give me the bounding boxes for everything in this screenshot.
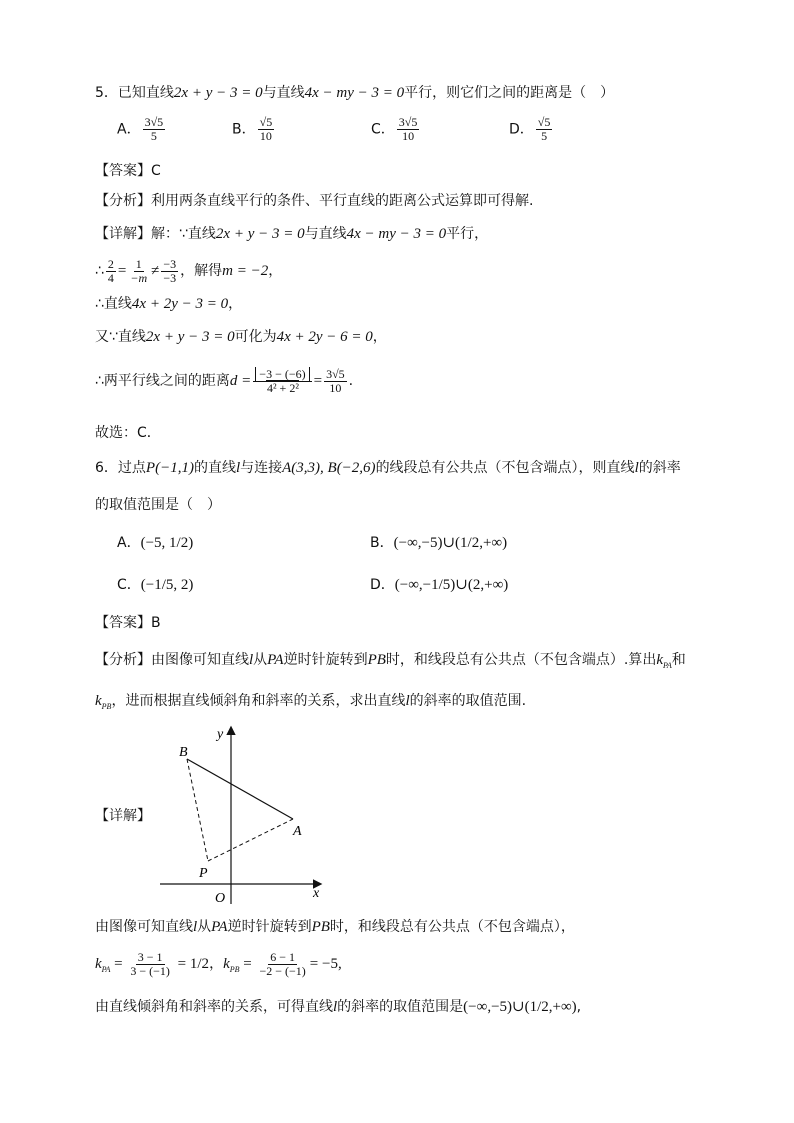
option-label: A． xyxy=(117,121,141,138)
q6-stem-line-1 xyxy=(95,458,681,478)
result: (−∞,−5)∪(1/2,+∞) xyxy=(463,999,577,1015)
segment-ab xyxy=(187,759,293,819)
eq: d = xyxy=(229,373,252,389)
q6-analysis-line-2: $k_{PB}$，进而根据直线倾斜角和斜率的关系，求出直线l的斜率的取值范围. xyxy=(95,693,527,711)
option-num: 3√5 xyxy=(144,115,164,129)
den: 3 − (−1) xyxy=(130,963,170,978)
text: ∴直线 xyxy=(95,296,132,312)
option-den: 5 xyxy=(150,129,157,143)
text: 逆时针旋转到 xyxy=(283,652,368,668)
q6-option-d xyxy=(370,575,508,595)
den: 10 xyxy=(329,380,342,395)
q5-option-b xyxy=(232,116,276,143)
q5-eq2: 4x − my − 3 = 0 xyxy=(304,85,405,101)
q6-option-b xyxy=(370,533,507,553)
option-text: (−5, 1/2) xyxy=(140,535,194,551)
q6-detail-tag xyxy=(95,806,151,826)
text: 由图像可知直线 xyxy=(95,919,193,935)
text: 故选：C． xyxy=(95,425,161,441)
option-label: A． xyxy=(117,535,141,551)
eq: m = −2 xyxy=(222,263,269,279)
q6-stem-line-2 xyxy=(95,495,221,515)
answer-value: C xyxy=(151,163,161,179)
option-num: √5 xyxy=(259,115,273,129)
detail-tag: 【详解】 xyxy=(95,808,151,824)
q6-figure xyxy=(155,722,335,907)
q5-option-a xyxy=(117,116,167,143)
eq: l xyxy=(193,919,198,935)
text: , xyxy=(576,999,582,1015)
option-label: D． xyxy=(509,121,534,138)
eq: l xyxy=(235,460,241,476)
text: 逆时针旋转到 xyxy=(227,919,312,935)
label-x: x xyxy=(313,886,320,901)
text: ， xyxy=(228,296,243,312)
text: ∴两平行线之间的距离 xyxy=(95,373,230,389)
eq: PA xyxy=(267,652,284,668)
q5-detail-line-1 xyxy=(95,224,488,244)
text: 与连接 xyxy=(240,460,283,476)
q5-stem-b: 与直线 xyxy=(262,85,305,101)
text: 平行， xyxy=(446,226,489,242)
num: 3√5 xyxy=(326,366,345,381)
text: 与直线 xyxy=(304,226,347,242)
text: 时，和线段总有公共点（不包含端点）.算出 xyxy=(385,652,657,668)
label-b: B xyxy=(179,745,188,760)
q5-stem xyxy=(95,83,614,103)
option-den: 5 xyxy=(541,129,548,143)
label-p: P xyxy=(199,866,208,881)
option-num: 3√5 xyxy=(398,115,418,129)
text: 解：∵直线 xyxy=(151,226,216,242)
option-label: B． xyxy=(232,121,256,138)
eq: l xyxy=(405,693,410,709)
eq: PB xyxy=(311,919,330,935)
option-label: D． xyxy=(370,577,395,593)
segment-pa xyxy=(208,819,293,861)
q6-option-a xyxy=(117,533,193,553)
text: 和 xyxy=(671,652,686,668)
option-num: √5 xyxy=(537,115,551,129)
text: 由图像可知直线 xyxy=(151,652,249,668)
q6-answer xyxy=(95,613,161,633)
eq: 4x + 2y − 6 = 0 xyxy=(276,329,373,345)
q5-detail-line-5: ∴两平行线之间的距离d = $\frac{-3 - (-6)}{\text{4² + 2²}}$ = $\frac{3√5}{10}$ . xyxy=(95,366,354,395)
num: −3 − (−6) xyxy=(255,367,309,381)
eq: 4x − my − 3 = 0 xyxy=(346,226,447,242)
text: 从 xyxy=(197,919,212,935)
eq: k xyxy=(95,693,102,709)
text: 的取值范围是（ ） xyxy=(95,497,221,513)
den: 4² + 2² xyxy=(266,380,299,395)
answer-tag: 【答案】 xyxy=(95,615,151,631)
text: ， xyxy=(372,329,387,345)
eq: k xyxy=(656,652,664,668)
option-text: (−∞,−1/5)∪(2,+∞) xyxy=(394,577,509,593)
analysis-tag: 【分析】 xyxy=(95,193,151,209)
text: 的斜率 xyxy=(638,460,681,476)
analysis-text: 利用两条直线平行的条件、平行直线的距离公式运算即可得解. xyxy=(151,193,534,209)
q5-eq1: 2x + y − 3 = 0 xyxy=(173,85,263,101)
q5-choose xyxy=(95,423,161,443)
text: 从 xyxy=(253,652,268,668)
text: 又∵直线 xyxy=(95,329,146,345)
option-den: 10 xyxy=(402,129,415,143)
q6-analysis-line-1: 【分析】由图像可知直线l从PA逆时针旋转到PB时，和线段总有公共点（不包含端点）.算出$k_{PA}$和 xyxy=(95,652,686,670)
option-text: (−∞,−5)∪(1/2,+∞) xyxy=(393,535,508,551)
eq: 2x + y − 3 = 0 xyxy=(145,329,235,345)
eq: l xyxy=(634,460,639,476)
q5-stem-a: 5．已知直线 xyxy=(95,85,174,101)
num: 6 − 1 xyxy=(270,949,296,964)
label-y: y xyxy=(217,727,224,742)
num: 3 − 1 xyxy=(137,949,163,964)
text: ∴ xyxy=(95,263,104,279)
q5-answer xyxy=(95,161,161,181)
eq: l xyxy=(249,652,254,668)
eq: l xyxy=(333,999,338,1015)
eq: PA xyxy=(211,919,228,935)
option-label: C． xyxy=(117,577,141,593)
text: ，进而根据直线倾斜角和斜率的关系，求出直线 xyxy=(111,693,406,709)
option-den: 10 xyxy=(259,129,272,143)
den: −2 − (−1) xyxy=(259,963,306,978)
eq: A(3,3), B(−2,6) xyxy=(282,460,376,476)
eq: P(−1,1) xyxy=(145,460,194,476)
text: 可化为 xyxy=(234,329,277,345)
text: 由直线倾斜角和斜率的关系，可得直线 xyxy=(95,999,333,1015)
q5-detail-line-4 xyxy=(95,327,387,347)
text: 的直线 xyxy=(193,460,236,476)
answer-value: B xyxy=(151,615,161,631)
q5-stem-c: 平行，则它们之间的距离是（ ） xyxy=(404,85,615,101)
q5-detail-line-3 xyxy=(95,294,242,314)
label-a: A xyxy=(293,824,302,839)
q5-detail-line-2: ∴ $\frac{2}{4}$ = $\frac{1}{-m}$ ≠ $\frac{-3}{-3}$ ，解得m = −2， xyxy=(95,256,283,285)
text: 6．过点 xyxy=(95,460,146,476)
segment-pb xyxy=(187,759,208,861)
label-o: O xyxy=(215,891,226,906)
text: 时，和线段总有公共点（不包含端点）， xyxy=(329,919,575,935)
eq: PB xyxy=(367,652,386,668)
q5-option-c xyxy=(371,116,421,143)
text: ， xyxy=(268,263,283,279)
option-text: (−1/5, 2) xyxy=(140,577,194,593)
option-label: C． xyxy=(371,121,395,138)
option-label: B． xyxy=(370,535,394,551)
q6-detail-line-1 xyxy=(95,917,575,937)
text: 的斜率的取值范围是 xyxy=(337,999,464,1015)
detail-tag: 【详解】 xyxy=(95,226,151,242)
q5-analysis xyxy=(95,191,533,211)
text: ，解得 xyxy=(180,263,223,279)
answer-tag: 【答案】 xyxy=(95,163,151,179)
result: 1/2 xyxy=(189,956,210,972)
q5-option-d xyxy=(509,116,554,143)
text: . xyxy=(348,373,354,389)
q6-detail-line-3 xyxy=(95,997,581,1017)
text: 的斜率的取值范围. xyxy=(409,693,527,709)
eq: 2x + y − 3 = 0 xyxy=(215,226,305,242)
eq: 4x + 2y − 3 = 0 xyxy=(131,296,229,312)
text: 的线段总有公共点（不包含端点），则直线 xyxy=(375,460,635,476)
q6-detail-line-2: $k_{PA}$ = $\frac{3 - 1}{3 - (-1)}$ = 1/2，$k_{PB}$ = $\frac{6 - 1}{-2 - (-1)}$ = −5, xyxy=(95,949,342,978)
q6-option-c xyxy=(117,575,193,595)
analysis-tag: 【分析】 xyxy=(95,652,151,668)
result: = −5, xyxy=(309,956,342,972)
